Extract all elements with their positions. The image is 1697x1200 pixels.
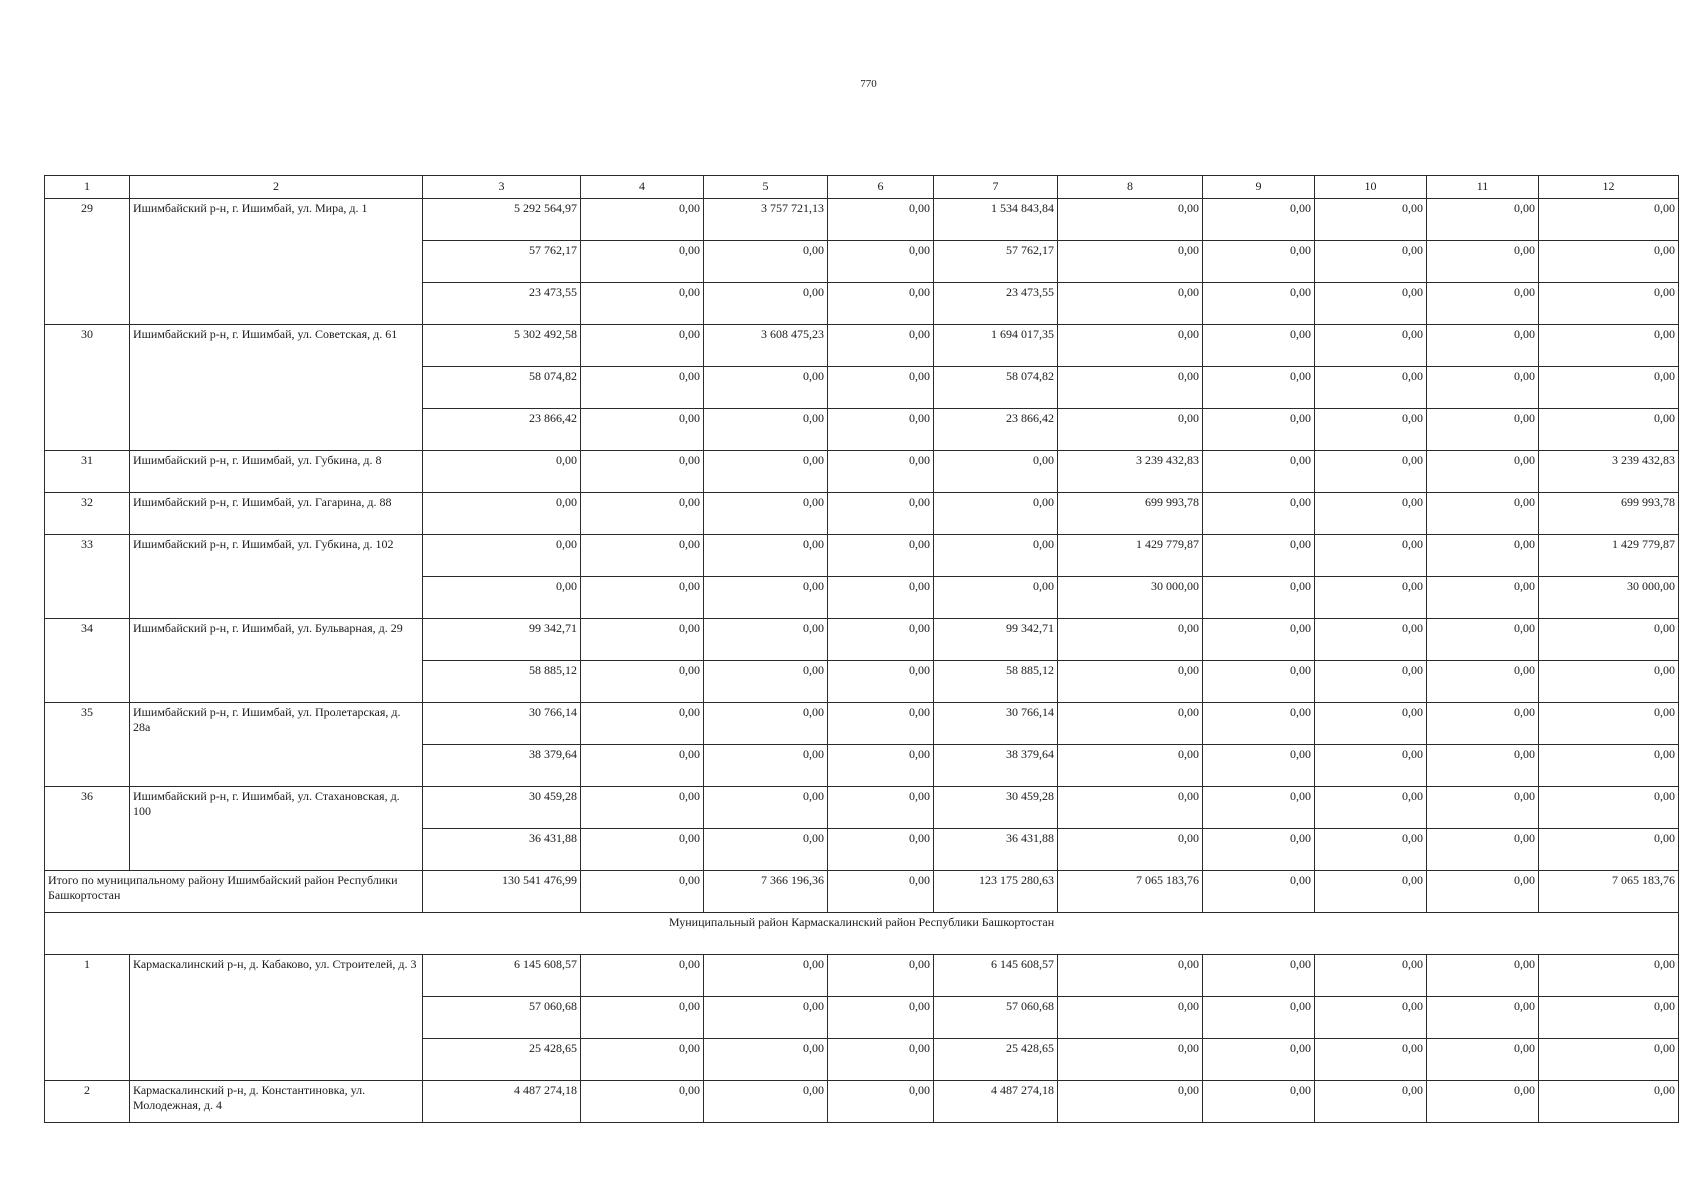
row-number: 29: [45, 199, 130, 325]
amount-cell: 7 366 196,36: [704, 871, 828, 913]
amount-cell: 58 074,82: [934, 367, 1058, 409]
amount-cell: 0,00: [828, 199, 934, 241]
amount-cell: 0,00: [828, 535, 934, 577]
amount-cell: 0,00: [1315, 367, 1427, 409]
amount-cell: 0,00: [1203, 745, 1315, 787]
amount-cell: 0,00: [1427, 451, 1539, 493]
amount-cell: 0,00: [828, 745, 934, 787]
amount-cell: 0,00: [1539, 955, 1679, 997]
row-number: 31: [45, 451, 130, 493]
amount-cell: 0,00: [581, 451, 704, 493]
column-header: 10: [1315, 176, 1427, 199]
amount-cell: 0,00: [1315, 493, 1427, 535]
table-row: [45, 787, 1679, 829]
amount-cell: 0,00: [423, 535, 581, 577]
row-number: 30: [45, 325, 130, 451]
amount-cell: 0,00: [828, 451, 934, 493]
amount-cell: 6 145 608,57: [423, 955, 581, 997]
amount-cell: 0,00: [1203, 241, 1315, 283]
amount-cell: 0,00: [828, 871, 934, 913]
amount-cell: 0,00: [1058, 283, 1203, 325]
amount-cell: 0,00: [1058, 325, 1203, 367]
amount-cell: 0,00: [1427, 1039, 1539, 1081]
column-header: 12: [1539, 176, 1679, 199]
amount-cell: 0,00: [1203, 661, 1315, 703]
amount-cell: 58 885,12: [934, 661, 1058, 703]
amount-cell: 0,00: [1058, 661, 1203, 703]
amount-cell: 0,00: [704, 829, 828, 871]
amount-cell: 0,00: [1203, 997, 1315, 1039]
section-title: Муниципальный район Кармаскалинский район Республики Башкортостан: [45, 913, 1679, 955]
amount-cell: 0,00: [1427, 283, 1539, 325]
amount-cell: 99 342,71: [934, 619, 1058, 661]
amount-cell: 0,00: [1058, 409, 1203, 451]
amount-cell: 0,00: [1315, 661, 1427, 703]
amount-cell: 99 342,71: [423, 619, 581, 661]
amount-cell: 0,00: [1539, 661, 1679, 703]
data-table: [44, 175, 1679, 1123]
amount-cell: 0,00: [1203, 955, 1315, 997]
amount-cell: 0,00: [1203, 1039, 1315, 1081]
row-number: 33: [45, 535, 130, 619]
amount-cell: 0,00: [1539, 829, 1679, 871]
amount-cell: 0,00: [1315, 577, 1427, 619]
amount-cell: 3 608 475,23: [704, 325, 828, 367]
subtotal-row: [45, 871, 1679, 913]
amount-cell: 0,00: [1058, 241, 1203, 283]
amount-cell: 0,00: [704, 661, 828, 703]
amount-cell: 0,00: [1203, 283, 1315, 325]
amount-cell: 0,00: [1315, 1039, 1427, 1081]
amount-cell: 0,00: [1315, 703, 1427, 745]
object-address: Ишимбайский р-н, г. Ишимбай, ул. Бульварная, д. 29: [130, 619, 423, 703]
amount-cell: 0,00: [704, 619, 828, 661]
amount-cell: 0,00: [934, 577, 1058, 619]
amount-cell: 0,00: [1427, 955, 1539, 997]
amount-cell: 36 431,88: [934, 829, 1058, 871]
amount-cell: 0,00: [1427, 241, 1539, 283]
amount-cell: 57 060,68: [423, 997, 581, 1039]
object-address: Ишимбайский р-н, г. Ишимбай, ул. Пролетарская, д. 28а: [130, 703, 423, 787]
table-row: [45, 493, 1679, 535]
amount-cell: 123 175 280,63: [934, 871, 1058, 913]
amount-cell: 0,00: [1058, 787, 1203, 829]
page-number: 770: [860, 78, 877, 90]
amount-cell: 30 459,28: [423, 787, 581, 829]
table-row: [45, 955, 1679, 997]
amount-cell: 0,00: [704, 997, 828, 1039]
amount-cell: 0,00: [1315, 829, 1427, 871]
column-header: 2: [130, 176, 423, 199]
amount-cell: 30 766,14: [934, 703, 1058, 745]
amount-cell: 0,00: [1203, 325, 1315, 367]
amount-cell: 0,00: [1315, 745, 1427, 787]
table-row: [45, 1081, 1679, 1123]
amount-cell: 0,00: [934, 535, 1058, 577]
subtotal-label: Итого по муниципальному району Ишимбайский район Республики Башкортостан: [45, 871, 423, 913]
amount-cell: 0,00: [1203, 451, 1315, 493]
object-address: Ишимбайский р-н, г. Ишимбай, ул. Стахановская, д. 100: [130, 787, 423, 871]
amount-cell: 0,00: [1315, 241, 1427, 283]
amount-cell: 0,00: [828, 955, 934, 997]
amount-cell: 30 766,14: [423, 703, 581, 745]
column-header: 8: [1058, 176, 1203, 199]
object-address: Ишимбайский р-н, г. Ишимбай, ул. Гагарина, д. 88: [130, 493, 423, 535]
amount-cell: 0,00: [828, 997, 934, 1039]
amount-cell: 0,00: [581, 1081, 704, 1123]
amount-cell: 0,00: [581, 829, 704, 871]
amount-cell: 0,00: [1058, 703, 1203, 745]
amount-cell: 1 534 843,84: [934, 199, 1058, 241]
amount-cell: 0,00: [704, 955, 828, 997]
amount-cell: 3 757 721,13: [704, 199, 828, 241]
amount-cell: 3 239 432,83: [1058, 451, 1203, 493]
amount-cell: 0,00: [704, 451, 828, 493]
amount-cell: 0,00: [828, 1039, 934, 1081]
amount-cell: 0,00: [704, 409, 828, 451]
amount-cell: 0,00: [704, 1081, 828, 1123]
amount-cell: 0,00: [828, 703, 934, 745]
object-address: Ишимбайский р-н, г. Ишимбай, ул. Мира, д. 1: [130, 199, 423, 325]
column-header: 6: [828, 176, 934, 199]
amount-cell: 0,00: [1539, 325, 1679, 367]
amount-cell: 0,00: [828, 367, 934, 409]
amount-cell: 0,00: [704, 535, 828, 577]
amount-cell: 4 487 274,18: [934, 1081, 1058, 1123]
amount-cell: 0,00: [1539, 1081, 1679, 1123]
amount-cell: 0,00: [1427, 367, 1539, 409]
amount-cell: 6 145 608,57: [934, 955, 1058, 997]
amount-cell: 36 431,88: [423, 829, 581, 871]
amount-cell: 0,00: [581, 283, 704, 325]
amount-cell: 0,00: [1539, 745, 1679, 787]
amount-cell: 0,00: [1315, 325, 1427, 367]
amount-cell: 0,00: [704, 703, 828, 745]
amount-cell: 0,00: [1058, 619, 1203, 661]
amount-cell: 0,00: [828, 577, 934, 619]
table-row: [45, 619, 1679, 661]
amount-cell: 25 428,65: [934, 1039, 1058, 1081]
amount-cell: 0,00: [1315, 871, 1427, 913]
amount-cell: 23 866,42: [934, 409, 1058, 451]
amount-cell: 0,00: [1539, 367, 1679, 409]
amount-cell: 0,00: [828, 241, 934, 283]
amount-cell: 0,00: [1427, 745, 1539, 787]
amount-cell: 38 379,64: [934, 745, 1058, 787]
amount-cell: 4 487 274,18: [423, 1081, 581, 1123]
amount-cell: 0,00: [581, 619, 704, 661]
amount-cell: 0,00: [1203, 787, 1315, 829]
amount-cell: 0,00: [1315, 535, 1427, 577]
amount-cell: 0,00: [828, 283, 934, 325]
amount-cell: 30 000,00: [1539, 577, 1679, 619]
table-body: [45, 176, 1679, 1123]
amount-cell: 0,00: [1058, 1039, 1203, 1081]
amount-cell: 0,00: [1315, 451, 1427, 493]
row-number: 36: [45, 787, 130, 871]
column-header: 5: [704, 176, 828, 199]
amount-cell: 0,00: [1539, 199, 1679, 241]
amount-cell: 0,00: [1427, 577, 1539, 619]
amount-cell: 0,00: [1315, 619, 1427, 661]
amount-cell: 0,00: [581, 325, 704, 367]
amount-cell: 0,00: [1427, 829, 1539, 871]
amount-cell: 0,00: [1203, 577, 1315, 619]
amount-cell: 0,00: [581, 871, 704, 913]
amount-cell: 0,00: [1203, 409, 1315, 451]
amount-cell: 0,00: [1203, 535, 1315, 577]
amount-cell: 57 762,17: [934, 241, 1058, 283]
amount-cell: 30 459,28: [934, 787, 1058, 829]
amount-cell: 0,00: [704, 493, 828, 535]
amount-cell: 0,00: [1539, 409, 1679, 451]
amount-cell: 0,00: [1427, 409, 1539, 451]
amount-cell: 0,00: [581, 955, 704, 997]
amount-cell: 0,00: [1315, 997, 1427, 1039]
amount-cell: 0,00: [581, 493, 704, 535]
amount-cell: 57 762,17: [423, 241, 581, 283]
amount-cell: 0,00: [581, 661, 704, 703]
amount-cell: 0,00: [828, 619, 934, 661]
amount-cell: 0,00: [1427, 619, 1539, 661]
amount-cell: 0,00: [934, 493, 1058, 535]
column-header: 9: [1203, 176, 1315, 199]
amount-cell: 23 473,55: [423, 283, 581, 325]
column-header: 3: [423, 176, 581, 199]
amount-cell: 0,00: [581, 241, 704, 283]
column-header: 4: [581, 176, 704, 199]
amount-cell: 1 694 017,35: [934, 325, 1058, 367]
amount-cell: 0,00: [581, 199, 704, 241]
object-address: Ишимбайский р-н, г. Ишимбай, ул. Советская, д. 61: [130, 325, 423, 451]
amount-cell: 0,00: [423, 493, 581, 535]
amount-cell: 23 473,55: [934, 283, 1058, 325]
amount-cell: 0,00: [581, 787, 704, 829]
amount-cell: 0,00: [704, 745, 828, 787]
amount-cell: 0,00: [704, 577, 828, 619]
object-address: Ишимбайский р-н, г. Ишимбай, ул. Губкина, д. 102: [130, 535, 423, 619]
amount-cell: 0,00: [1427, 997, 1539, 1039]
amount-cell: 0,00: [581, 535, 704, 577]
object-address: Кармаскалинский р-н, д. Кабаково, ул. Строителей, д. 3: [130, 955, 423, 1081]
amount-cell: 130 541 476,99: [423, 871, 581, 913]
amount-cell: 0,00: [1203, 493, 1315, 535]
amount-cell: 0,00: [1427, 703, 1539, 745]
amount-cell: 57 060,68: [934, 997, 1058, 1039]
amount-cell: 0,00: [1058, 367, 1203, 409]
amount-cell: 25 428,65: [423, 1039, 581, 1081]
table-row: [45, 199, 1679, 241]
amount-cell: 23 866,42: [423, 409, 581, 451]
amount-cell: 0,00: [828, 829, 934, 871]
amount-cell: 0,00: [423, 451, 581, 493]
amount-cell: 0,00: [1539, 787, 1679, 829]
amount-cell: 7 065 183,76: [1058, 871, 1203, 913]
amount-cell: 7 065 183,76: [1539, 871, 1679, 913]
row-number: 2: [45, 1081, 130, 1123]
amount-cell: 5 292 564,97: [423, 199, 581, 241]
amount-cell: 0,00: [828, 493, 934, 535]
amount-cell: 0,00: [1539, 241, 1679, 283]
amount-cell: 0,00: [704, 1039, 828, 1081]
row-number: 32: [45, 493, 130, 535]
amount-cell: 0,00: [1058, 1081, 1203, 1123]
amount-cell: 0,00: [1315, 955, 1427, 997]
amount-cell: 0,00: [1539, 997, 1679, 1039]
amount-cell: 0,00: [1058, 829, 1203, 871]
amount-cell: 0,00: [828, 409, 934, 451]
amount-cell: 0,00: [581, 703, 704, 745]
amount-cell: 0,00: [581, 409, 704, 451]
amount-cell: 1 429 779,87: [1058, 535, 1203, 577]
amount-cell: 0,00: [1539, 1039, 1679, 1081]
amount-cell: 38 379,64: [423, 745, 581, 787]
amount-cell: 0,00: [1315, 409, 1427, 451]
amount-cell: 0,00: [828, 1081, 934, 1123]
amount-cell: 0,00: [581, 745, 704, 787]
amount-cell: 5 302 492,58: [423, 325, 581, 367]
amount-cell: 0,00: [1203, 703, 1315, 745]
amount-cell: 3 239 432,83: [1539, 451, 1679, 493]
column-header: 1: [45, 176, 130, 199]
amount-cell: 0,00: [1539, 283, 1679, 325]
amount-cell: 0,00: [581, 367, 704, 409]
row-number: 1: [45, 955, 130, 1081]
amount-cell: 0,00: [1203, 871, 1315, 913]
row-number: 34: [45, 619, 130, 703]
amount-cell: 0,00: [1058, 997, 1203, 1039]
amount-cell: 0,00: [1427, 787, 1539, 829]
amount-cell: 0,00: [1315, 199, 1427, 241]
amount-cell: 0,00: [1058, 955, 1203, 997]
amount-cell: 0,00: [581, 577, 704, 619]
amount-cell: 0,00: [1203, 367, 1315, 409]
amount-cell: 0,00: [1315, 1081, 1427, 1123]
amount-cell: 58 885,12: [423, 661, 581, 703]
amount-cell: 0,00: [1427, 535, 1539, 577]
amount-cell: 0,00: [581, 1039, 704, 1081]
amount-cell: 0,00: [1427, 871, 1539, 913]
amount-cell: 0,00: [1203, 619, 1315, 661]
table-row: [45, 451, 1679, 493]
amount-cell: 0,00: [1203, 829, 1315, 871]
amount-cell: 0,00: [1203, 199, 1315, 241]
amount-cell: 0,00: [828, 661, 934, 703]
amount-cell: 0,00: [1427, 325, 1539, 367]
object-address: Ишимбайский р-н, г. Ишимбай, ул. Губкина, д. 8: [130, 451, 423, 493]
amount-cell: 0,00: [828, 325, 934, 367]
amount-cell: 0,00: [1427, 493, 1539, 535]
amount-cell: 0,00: [704, 283, 828, 325]
amount-cell: 0,00: [1427, 199, 1539, 241]
amount-cell: 0,00: [1058, 199, 1203, 241]
amount-cell: 0,00: [828, 787, 934, 829]
amount-cell: 0,00: [704, 367, 828, 409]
amount-cell: 0,00: [1427, 1081, 1539, 1123]
amount-cell: 0,00: [1315, 283, 1427, 325]
table-row: [45, 325, 1679, 367]
amount-cell: 0,00: [934, 451, 1058, 493]
header-row: [45, 176, 1679, 199]
amount-cell: 30 000,00: [1058, 577, 1203, 619]
table-row: [45, 535, 1679, 577]
column-header: 7: [934, 176, 1058, 199]
table-row: [45, 703, 1679, 745]
amount-cell: 0,00: [581, 997, 704, 1039]
row-number: 35: [45, 703, 130, 787]
amount-cell: 699 993,78: [1539, 493, 1679, 535]
amount-cell: 699 993,78: [1058, 493, 1203, 535]
section-row: [45, 913, 1679, 955]
amount-cell: 0,00: [1427, 661, 1539, 703]
amount-cell: 0,00: [1539, 619, 1679, 661]
amount-cell: 0,00: [1203, 1081, 1315, 1123]
amount-cell: 58 074,82: [423, 367, 581, 409]
amount-cell: 0,00: [704, 787, 828, 829]
amount-cell: 0,00: [1315, 787, 1427, 829]
amount-cell: 1 429 779,87: [1539, 535, 1679, 577]
amount-cell: 0,00: [1058, 745, 1203, 787]
column-header: 11: [1427, 176, 1539, 199]
amount-cell: 0,00: [423, 577, 581, 619]
object-address: Кармаскалинский р-н, д. Константиновка, ул. Молодежная, д. 4: [130, 1081, 423, 1123]
amount-cell: 0,00: [1539, 703, 1679, 745]
amount-cell: 0,00: [704, 241, 828, 283]
